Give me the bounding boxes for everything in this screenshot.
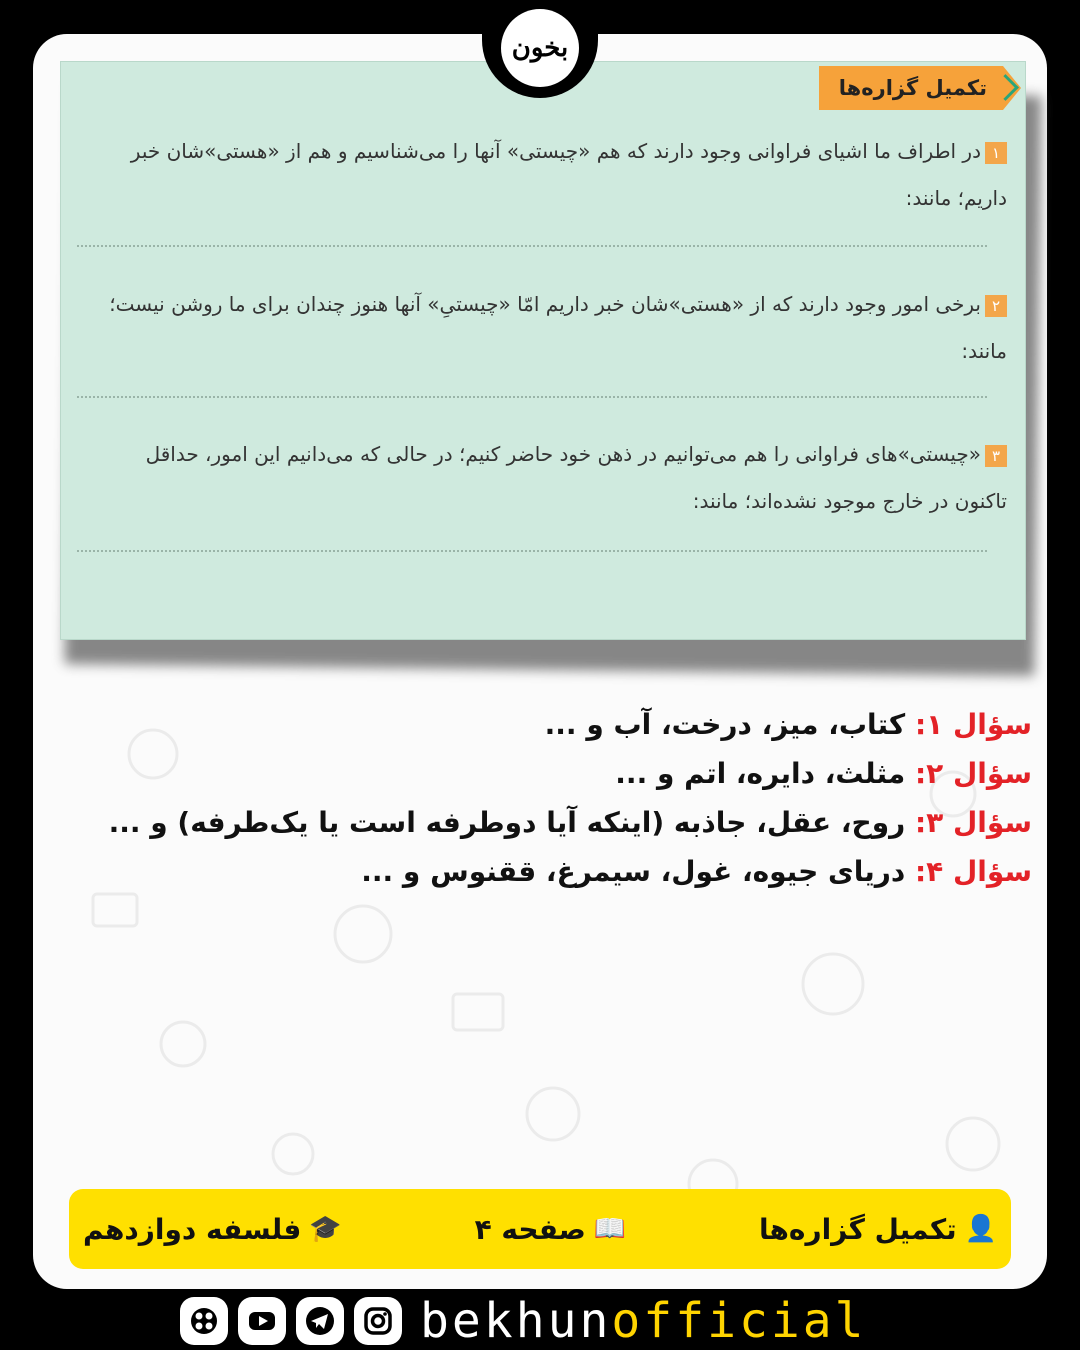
- textbook-excerpt: [60, 61, 1026, 640]
- footer-subject-label: فلسفه دوازدهم: [83, 1212, 302, 1246]
- question-1-line1: در اطراف ما اشیای فراوانی وجود دارند که هم «چیستی» آنها را می‌شناسیم و هم از «هستی»شان خبر: [130, 139, 981, 163]
- question-3-number: ۳: [985, 445, 1007, 467]
- footer-topic: [759, 1213, 997, 1246]
- answer-3-label: سؤال ۳:: [914, 806, 1032, 839]
- question-1-number: ۱: [985, 142, 1007, 164]
- open-book-icon: 📖: [593, 1214, 627, 1244]
- answer-line-2: [77, 396, 987, 398]
- answer-2-label: سؤال ۲:: [914, 757, 1032, 790]
- question-3: [87, 431, 1007, 525]
- social-handle[interactable]: [420, 1293, 867, 1349]
- footer-topic-label: تکمیل گزاره‌ها: [759, 1212, 957, 1246]
- question-1: [87, 128, 1007, 222]
- youtube-icon[interactable]: [238, 1297, 286, 1345]
- teacher-icon: 👤: [964, 1214, 997, 1244]
- section-tag-label: تکمیل گزاره‌ها: [819, 66, 1003, 110]
- answer-1-label: سؤال ۱:: [914, 708, 1032, 741]
- answer-4: [42, 847, 1032, 896]
- instagram-icon[interactable]: [354, 1297, 402, 1345]
- footer-subject: [83, 1213, 342, 1246]
- answer-3: [42, 798, 1032, 847]
- answer-4-text: دریای جیوه، غول، سیمرغ، ققنوس و ...: [361, 855, 906, 888]
- question-1-line2: داریم؛ مانند:: [905, 186, 1007, 210]
- graduation-cap-icon: 🎓: [309, 1214, 342, 1244]
- footer-page-label: صفحه ۴: [474, 1212, 586, 1246]
- answers-list: [42, 700, 1032, 896]
- aparat-icon[interactable]: [180, 1297, 228, 1345]
- answer-1: [42, 700, 1032, 749]
- answer-2-text: مثلث، دایره، اتم و ...: [615, 757, 906, 790]
- answer-4-label: سؤال ۴:: [914, 855, 1032, 888]
- answer-line-1: [77, 245, 987, 247]
- question-2: [87, 281, 1007, 375]
- social-bar: [180, 1293, 867, 1349]
- answer-2: [42, 749, 1032, 798]
- answer-1-text: کتاب، میز، درخت، آب و ...: [544, 708, 906, 741]
- social-handle-part2: official: [611, 1293, 867, 1349]
- telegram-icon[interactable]: [296, 1297, 344, 1345]
- footer-bar: [69, 1189, 1011, 1269]
- answer-3-text: روح، عقل، جاذبه (اینکه آیا دوطرفه است یا یک‌طرفه) و ...: [108, 806, 906, 839]
- question-3-line1: «چیستی»های فراوانی را هم می‌توانیم در ذهن خود حاضر کنیم؛ در حالی که می‌دانیم این امور، حداقل: [145, 442, 981, 466]
- question-2-line1: برخی امور وجود دارند که از «هستی»شان خبر داریم امّا «چیستیِ» آنها هنوز چندان برای ما روشن نیست؛: [109, 292, 981, 316]
- question-2-line2: مانند:: [961, 339, 1007, 363]
- question-2-number: ۲: [985, 295, 1007, 317]
- question-3-line2: تاکنون در خارج موجود نشده‌اند؛ مانند:: [692, 489, 1007, 513]
- brand-logo-text: بخون: [501, 9, 579, 87]
- answer-line-3: [77, 550, 987, 552]
- social-handle-part1: bekhun: [420, 1293, 612, 1349]
- footer-page: [475, 1213, 627, 1246]
- section-tag: [819, 66, 1021, 110]
